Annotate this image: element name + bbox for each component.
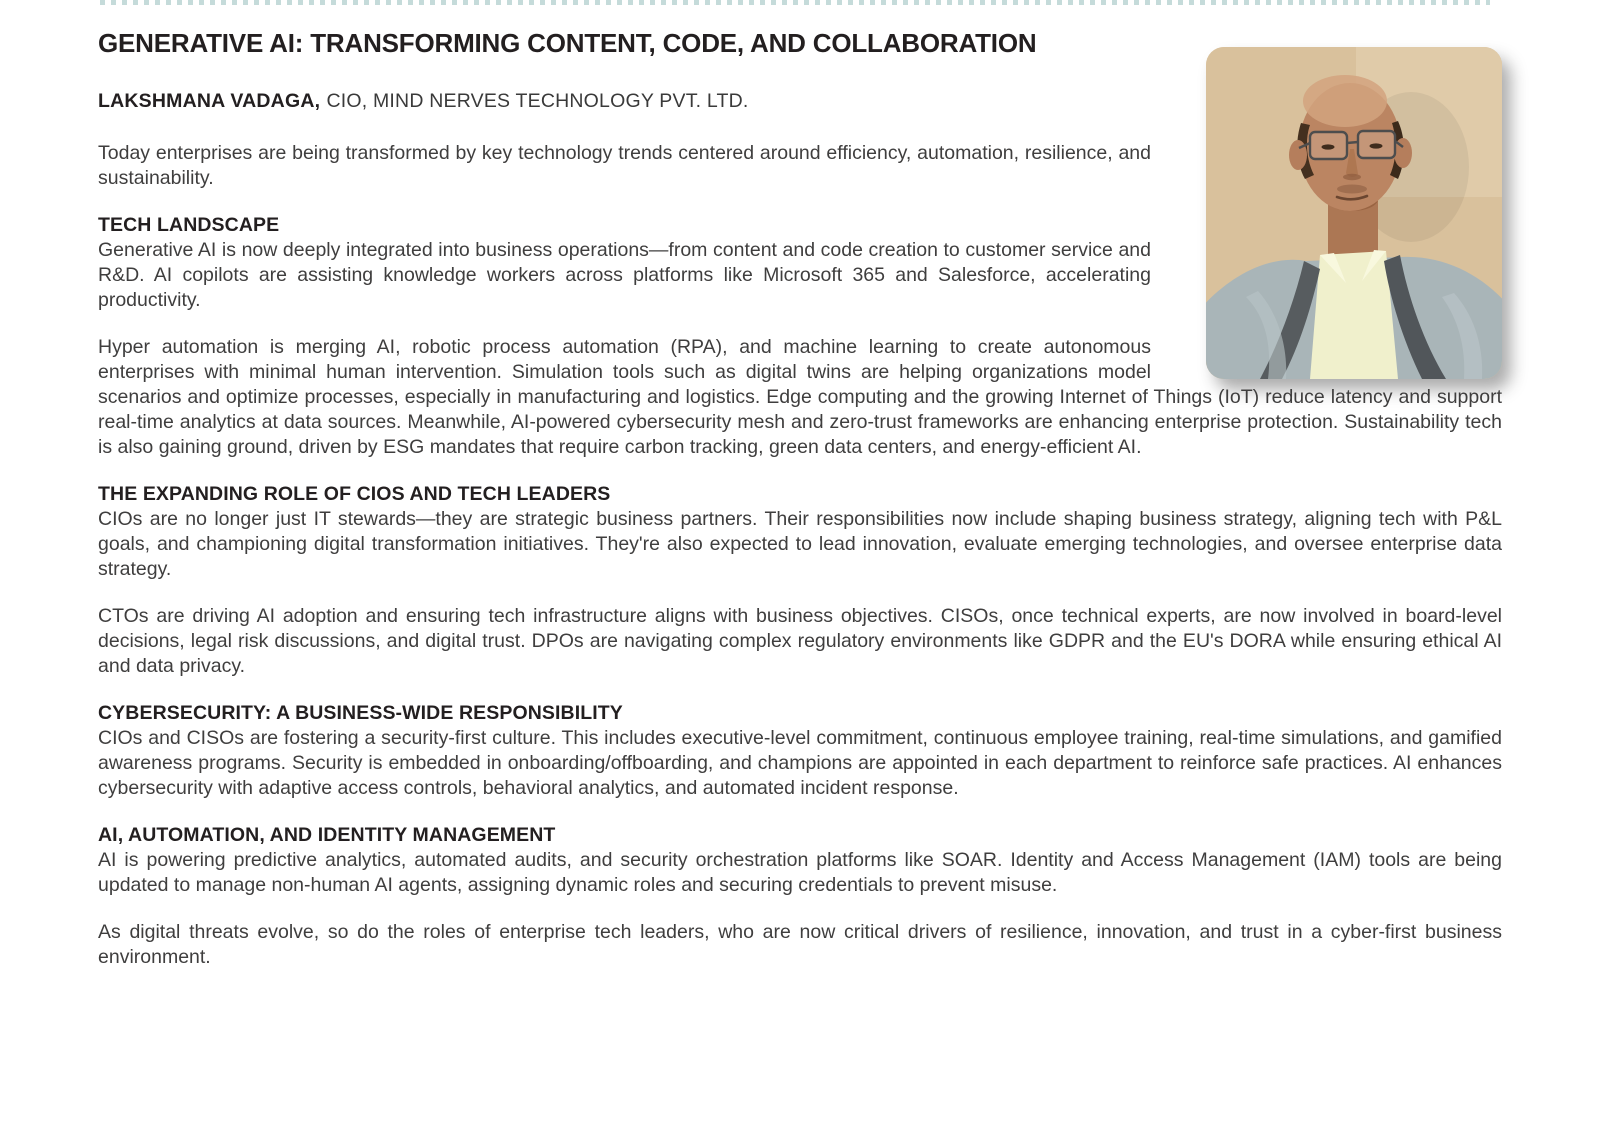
- section-heading-tech-landscape: TECH LANDSCAPE: [98, 214, 280, 236]
- paragraph-cybersecurity-1: CIOs and CISOs are fostering a security-first culture. This includes executive-level commitment, continuous employee training, real-time simulations, and gamified awareness programs. Security is embedded in onboarding/offboarding, and champions are appointed in each department to reinforce safe practices. AI enhances cybersecurity with adaptive access controls, behavioral analytics, and automated incident response.: [98, 727, 1502, 799]
- paragraph-tech-landscape-1: Generative AI is now deeply integrated into business operations—from content and code creation to customer service and R&D. AI copilots are assisting knowledge workers across platforms like Microsoft 365 and Salesforce, accelerating productivity.: [98, 239, 1151, 311]
- intro-paragraph: Today enterprises are being transformed by key technology trends centered around efficiency, automation, resilience, and sustainability.: [98, 142, 1151, 189]
- author-portrait-illustration: [1206, 47, 1502, 379]
- dotted-top-border: [100, 0, 1490, 5]
- paragraph-ai-identity-1: AI is powering predictive analytics, automated audits, and security orchestration platforms like SOAR. Identity and Access Management (IAM) tools are being updated to manage non-human AI agents, assigning dynamic roles and securing credentials to prevent misuse.: [98, 849, 1502, 896]
- author-photo: [1206, 47, 1502, 379]
- author-role: CIO, MIND NERVES TECHNOLOGY PVT. LTD.: [326, 90, 749, 112]
- article-title: GENERATIVE AI: TRANSFORMING CONTENT, CODE, AND COLLABORATION: [98, 28, 1037, 58]
- paragraph-cio-role-1: CIOs are no longer just IT stewards—they are strategic business partners. Their responsibilities now include shaping business strategy, aligning tech with P&L goals, and championing digital transformation initiatives. They're also expected to lead innovation, evaluate emerging technologies, and oversee enterprise data strategy.: [98, 508, 1502, 580]
- section-heading-cio-role: THE EXPANDING ROLE OF CIOS AND TECH LEADERS: [98, 483, 611, 505]
- paragraph-tech-landscape-2: Hyper automation is merging AI, robotic process automation (RPA), and machine learning to create autonomous enterprises with minimal human intervention. Simulation tools such as digital twins are helping organizations model scenarios and optimize processes, especially in manufacturing and logistics. Edge computing and the growing Internet of Things (IoT) reduce latency and support real-time analytics at data sources. Meanwhile, AI-powered cybersecurity mesh and zero-trust frameworks are enhancing enterprise protection. Sustainability tech is also gaining ground, driven by ESG mandates that require carbon tracking, green data centers, and energy-efficient AI.: [98, 336, 1502, 458]
- section-heading-cybersecurity: CYBERSECURITY: A BUSINESS-WIDE RESPONSIBILITY: [98, 702, 623, 724]
- section-heading-ai-identity: AI, AUTOMATION, AND IDENTITY MANAGEMENT: [98, 824, 556, 846]
- paragraph-cio-role-2: CTOs are driving AI adoption and ensuring tech infrastructure aligns with business objectives. CISOs, once technical experts, are now involved in board-level decisions, legal risk discussions, and digital trust. DPOs are navigating complex regulatory environments like GDPR and the EU's DORA while ensuring ethical AI and data privacy.: [98, 605, 1502, 677]
- article-content: [0, 27, 1600, 970]
- author-name: LAKSHMANA VADAGA,: [98, 90, 321, 112]
- paragraph-closing: As digital threats evolve, so do the roles of enterprise tech leaders, who are now critical drivers of resilience, innovation, and trust in a cyber-first business environment.: [98, 921, 1502, 968]
